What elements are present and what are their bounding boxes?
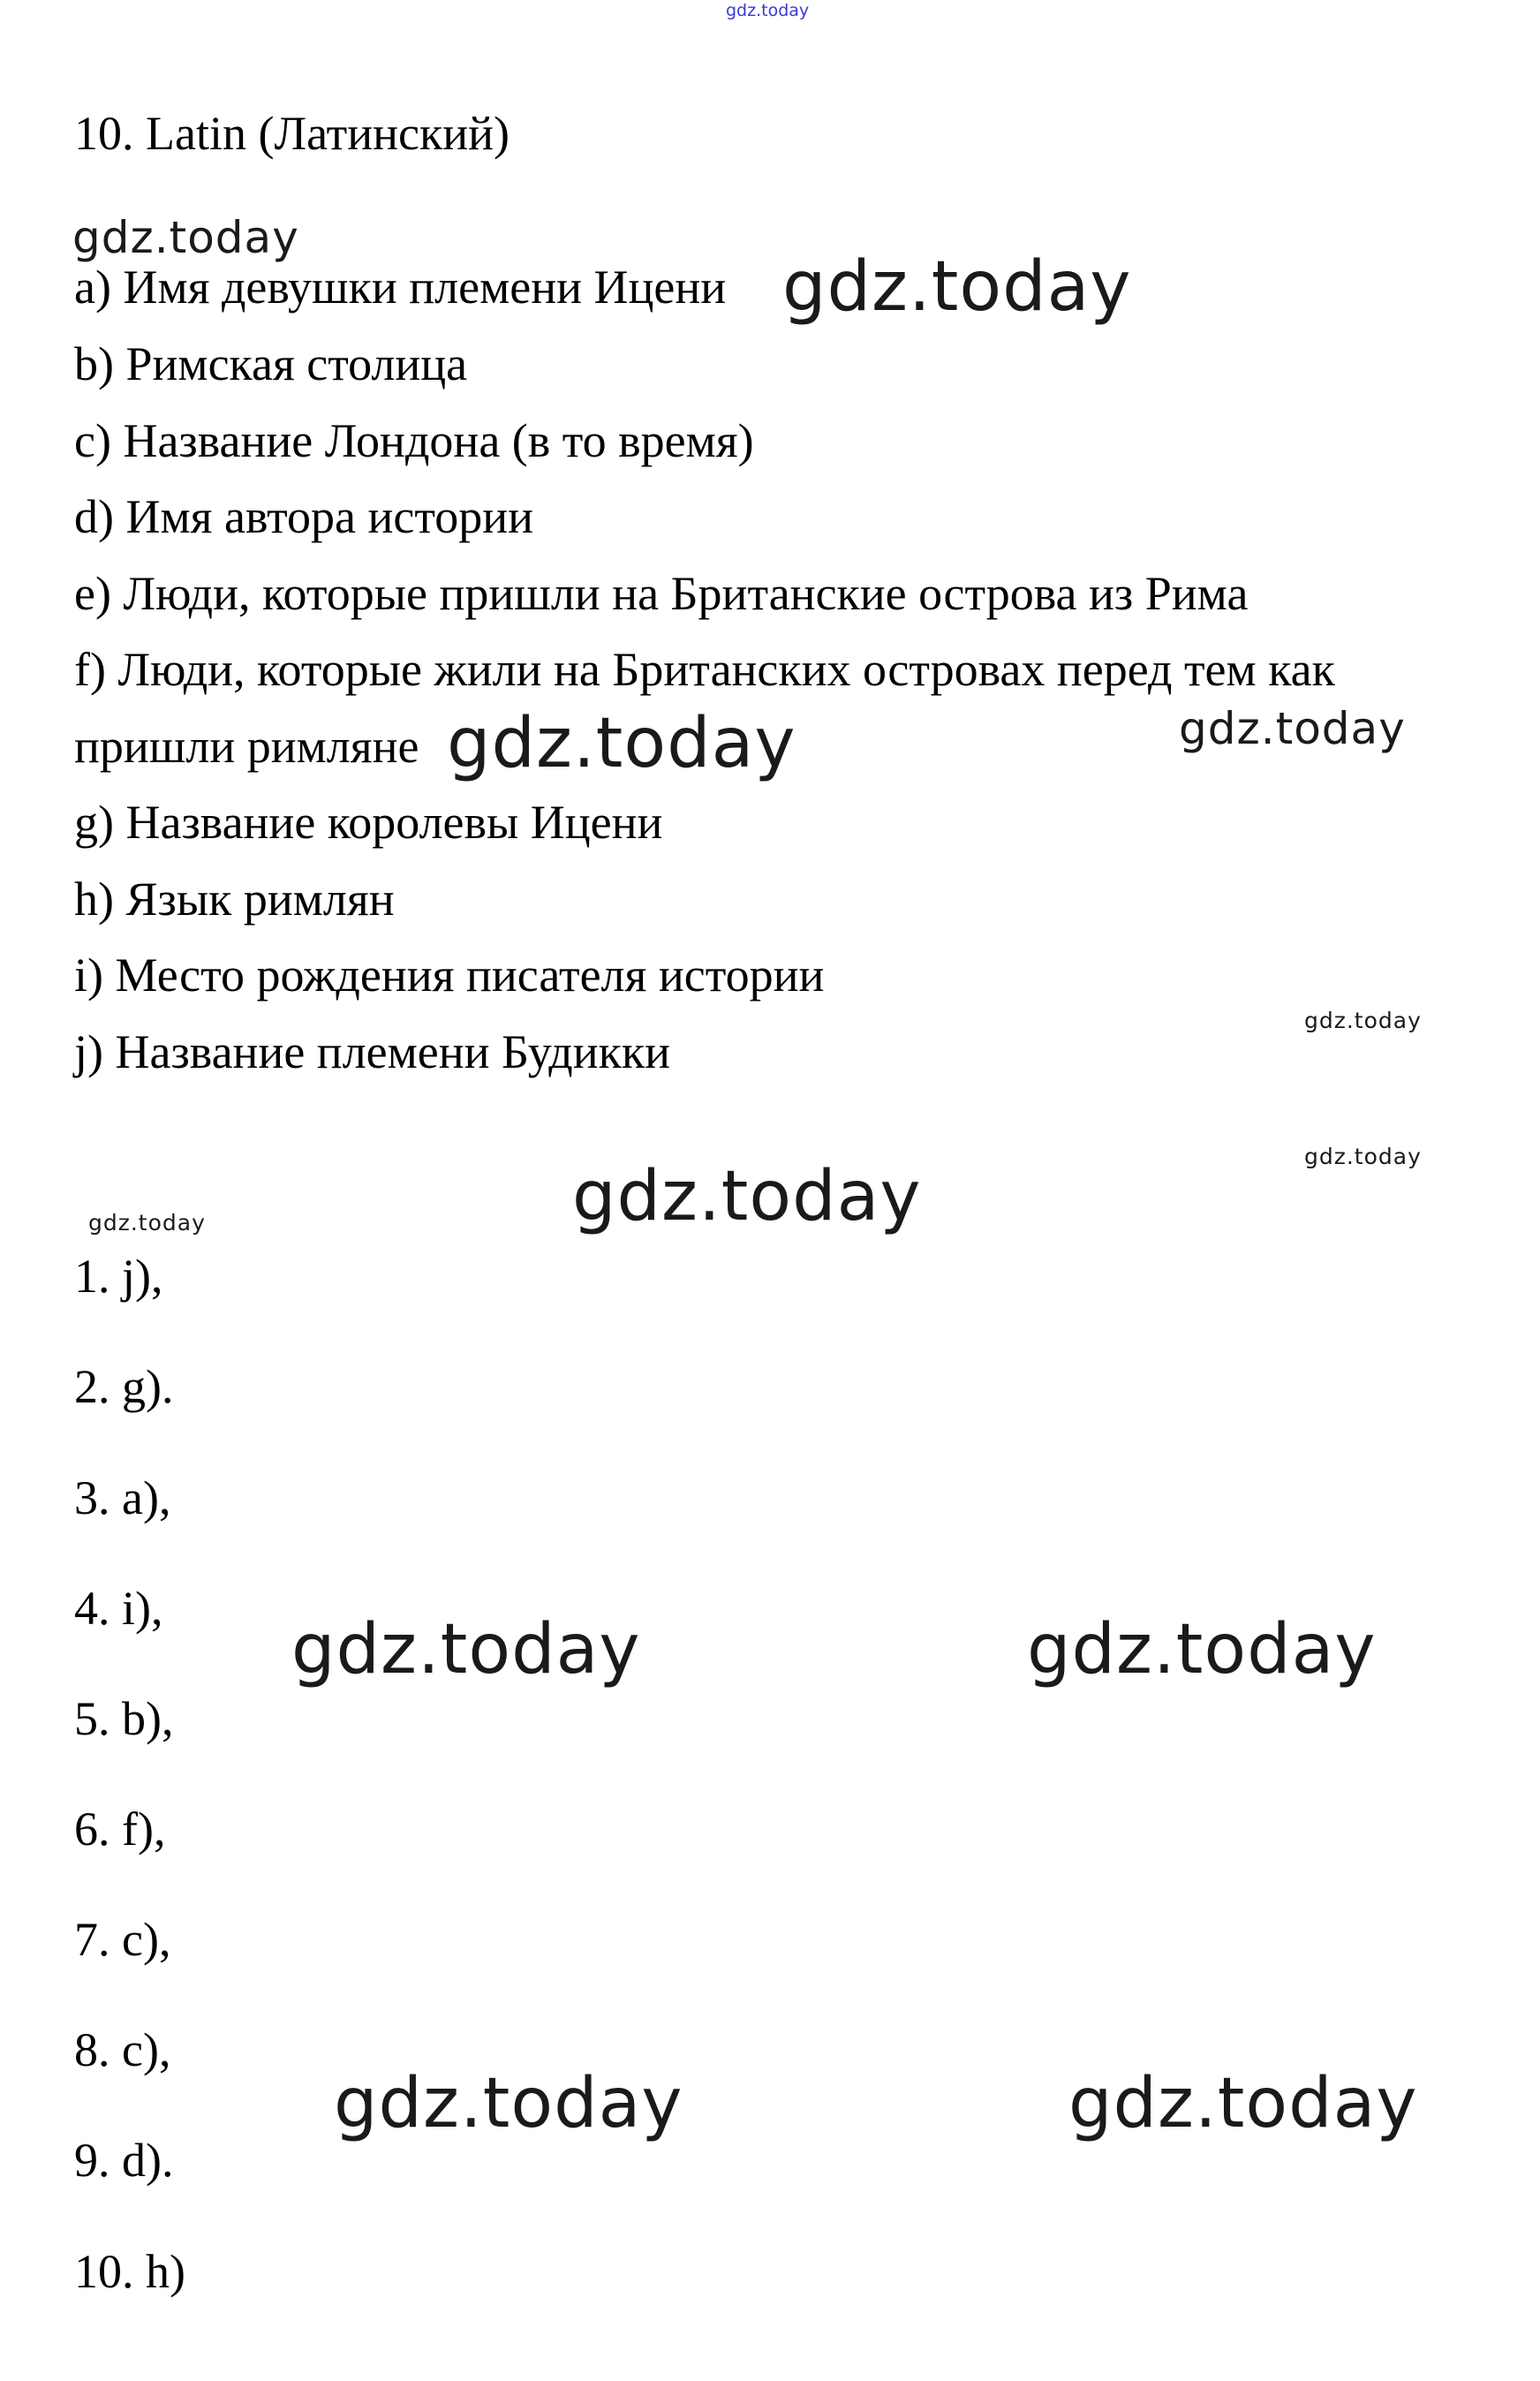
watermark: gdz.today [1068, 2064, 1418, 2143]
answer-item: 6. f), [74, 1803, 166, 1856]
question-item: j) Название племени Будикки [74, 1025, 671, 1078]
answer-item: 8. c), [74, 2023, 171, 2076]
answer-item: 3. a), [74, 1471, 171, 1524]
answer-item: 5. b), [74, 1692, 174, 1745]
watermark: gdz.today [572, 1157, 922, 1236]
watermark: gdz.today [1179, 703, 1406, 754]
watermark: gdz.today [334, 2064, 683, 2143]
watermark: gdz.today [782, 247, 1132, 327]
answer-item: 7. c), [74, 1913, 171, 1966]
question-item: b) Римская столица [74, 337, 468, 390]
watermark: gdz.today [1304, 1008, 1422, 1033]
answer-item: 2. g). [74, 1360, 174, 1413]
question-item: c) Название Лондона (в то время) [74, 414, 754, 467]
watermark: gdz.today [447, 704, 796, 783]
question-item: a) Имя девушки племени Ицени [74, 261, 727, 314]
watermark: gdz.today [1027, 1610, 1377, 1689]
question-item: h) Язык римлян [74, 873, 395, 926]
answer-item: 4. i), [74, 1582, 163, 1635]
exercise-title: 10. Latin (Латинский) [74, 107, 510, 160]
answer-item: 10. h) [74, 2245, 185, 2298]
watermark: gdz.today [291, 1610, 641, 1689]
question-item: i) Место рождения писателя истории [74, 949, 825, 1002]
question-item: f) Люди, которые жили на Британских островах перед тем как [74, 643, 1335, 696]
answer-item: 1. j), [74, 1250, 163, 1303]
question-item: e) Люди, которые пришли на Британские острова из Рима [74, 567, 1249, 620]
watermark: gdz.today [72, 212, 299, 263]
question-item: d) Имя автора истории [74, 490, 534, 543]
question-item: g) Название королевы Ицени [74, 796, 663, 849]
header-watermark: gdz.today [726, 1, 810, 20]
question-item-continued: пришли римляне [74, 720, 419, 773]
watermark: gdz.today [1304, 1144, 1422, 1169]
answer-item: 9. d). [74, 2134, 174, 2187]
watermark: gdz.today [88, 1210, 206, 1236]
